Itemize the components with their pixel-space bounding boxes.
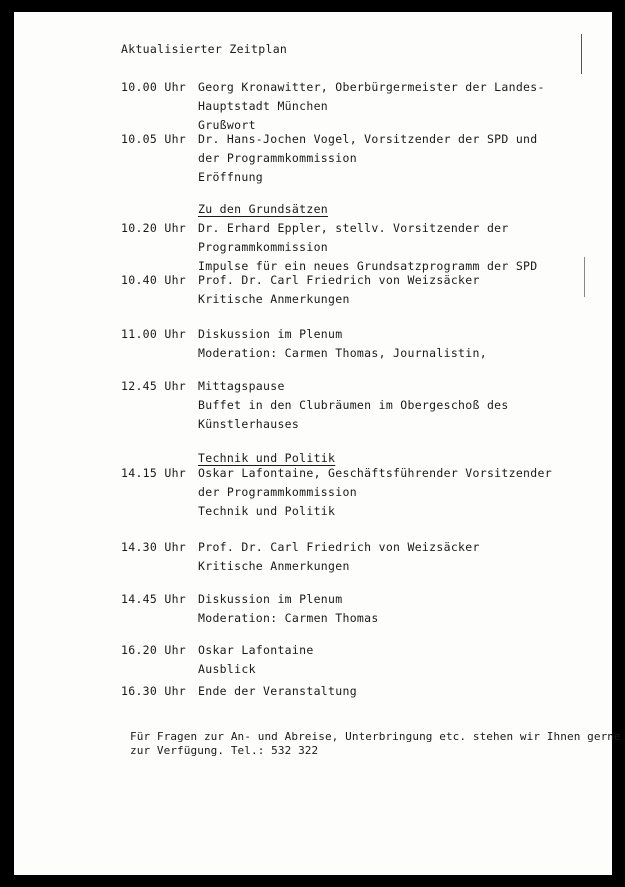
schedule-time: 14.30 Uhr xyxy=(121,540,187,554)
contact-note xyxy=(130,730,621,758)
schedule-line: Moderation: Carmen Thomas xyxy=(198,611,379,625)
schedule-description xyxy=(198,466,598,523)
schedule-line: der Programmkommission xyxy=(198,485,357,499)
schedule-description xyxy=(198,221,598,278)
schedule-line: Kritische Anmerkungen xyxy=(198,292,350,306)
schedule-line: Oskar Lafontaine xyxy=(198,643,314,657)
schedule-line: Technik und Politik xyxy=(198,504,336,518)
schedule-line: Grußwort xyxy=(198,118,256,132)
schedule-line: der Programmkommission xyxy=(198,151,357,165)
schedule-description xyxy=(198,80,598,137)
schedule-time: 10.05 Uhr xyxy=(121,132,187,146)
schedule-time: 14.15 Uhr xyxy=(121,466,187,480)
schedule-line: Prof. Dr. Carl Friedrich von Weizsäcker xyxy=(198,540,480,554)
schedule-line: Eröffnung xyxy=(198,170,264,184)
schedule-description xyxy=(198,684,598,703)
section-heading-technik: Technik und Politik xyxy=(198,451,336,465)
schedule-line: Künstlerhauses xyxy=(198,417,300,431)
schedule-line: Dr. Erhard Eppler, stellv. Vorsitzender der xyxy=(198,221,509,235)
schedule-time: 10.00 Uhr xyxy=(121,80,187,94)
schedule-time: 11.00 Uhr xyxy=(121,327,187,341)
schedule-line: Diskussion im Plenum xyxy=(198,592,343,606)
schedule-line: Prof. Dr. Carl Friedrich von Weizsäcker xyxy=(198,273,480,287)
contact-note-line: zur Verfügung. Tel.: 532 322 xyxy=(130,744,319,757)
schedule-description xyxy=(198,643,598,681)
schedule-line: Impulse für ein neues Grundsatzprogramm der SPD xyxy=(198,259,538,273)
schedule-time: 16.30 Uhr xyxy=(121,684,187,698)
schedule-description xyxy=(198,132,598,189)
schedule-line: Hauptstadt München xyxy=(198,99,329,113)
schedule-description xyxy=(198,273,598,311)
schedule-time: 10.20 Uhr xyxy=(121,221,187,235)
schedule-line: Ende der Veranstaltung xyxy=(198,684,357,698)
schedule-line: Kritische Anmerkungen xyxy=(198,559,350,573)
schedule-time: 14.45 Uhr xyxy=(121,592,187,606)
schedule-line: Diskussion im Plenum xyxy=(198,327,343,341)
schedule-line: Mittagspause xyxy=(198,379,285,393)
schedule-line: Georg Kronawitter, Oberbürgermeister der Landes- xyxy=(198,80,545,94)
schedule-line: Programmkommission xyxy=(198,240,329,254)
schedule-description xyxy=(198,540,598,578)
schedule-description xyxy=(198,327,598,365)
schedule-time: 12.45 Uhr xyxy=(121,379,187,393)
contact-note-line: Für Fragen zur An- und Abreise, Unterbringung etc. stehen wir Ihnen gerne xyxy=(130,730,621,743)
schedule-line: Oskar Lafontaine, Geschäftsführender Vorsitzender xyxy=(198,466,552,480)
schedule-description xyxy=(198,592,598,630)
schedule-line: Ausblick xyxy=(198,662,256,676)
document-title: Aktualisierter Zeitplan xyxy=(121,42,288,56)
schedule-line: Dr. Hans-Jochen Vogel, Vorsitzender der SPD und xyxy=(198,132,538,146)
schedule-line: Moderation: Carmen Thomas, Journalistin, xyxy=(198,346,487,360)
schedule-line: Buffet in den Clubräumen im Obergeschoß des xyxy=(198,398,509,412)
schedule-description xyxy=(198,379,598,436)
scan-mark xyxy=(581,34,582,74)
schedule-time: 10.40 Uhr xyxy=(121,273,187,287)
schedule-time: 16.20 Uhr xyxy=(121,643,187,657)
section-heading-grundsaetze: Zu den Grundsätzen xyxy=(198,202,329,216)
document-page xyxy=(14,12,621,875)
